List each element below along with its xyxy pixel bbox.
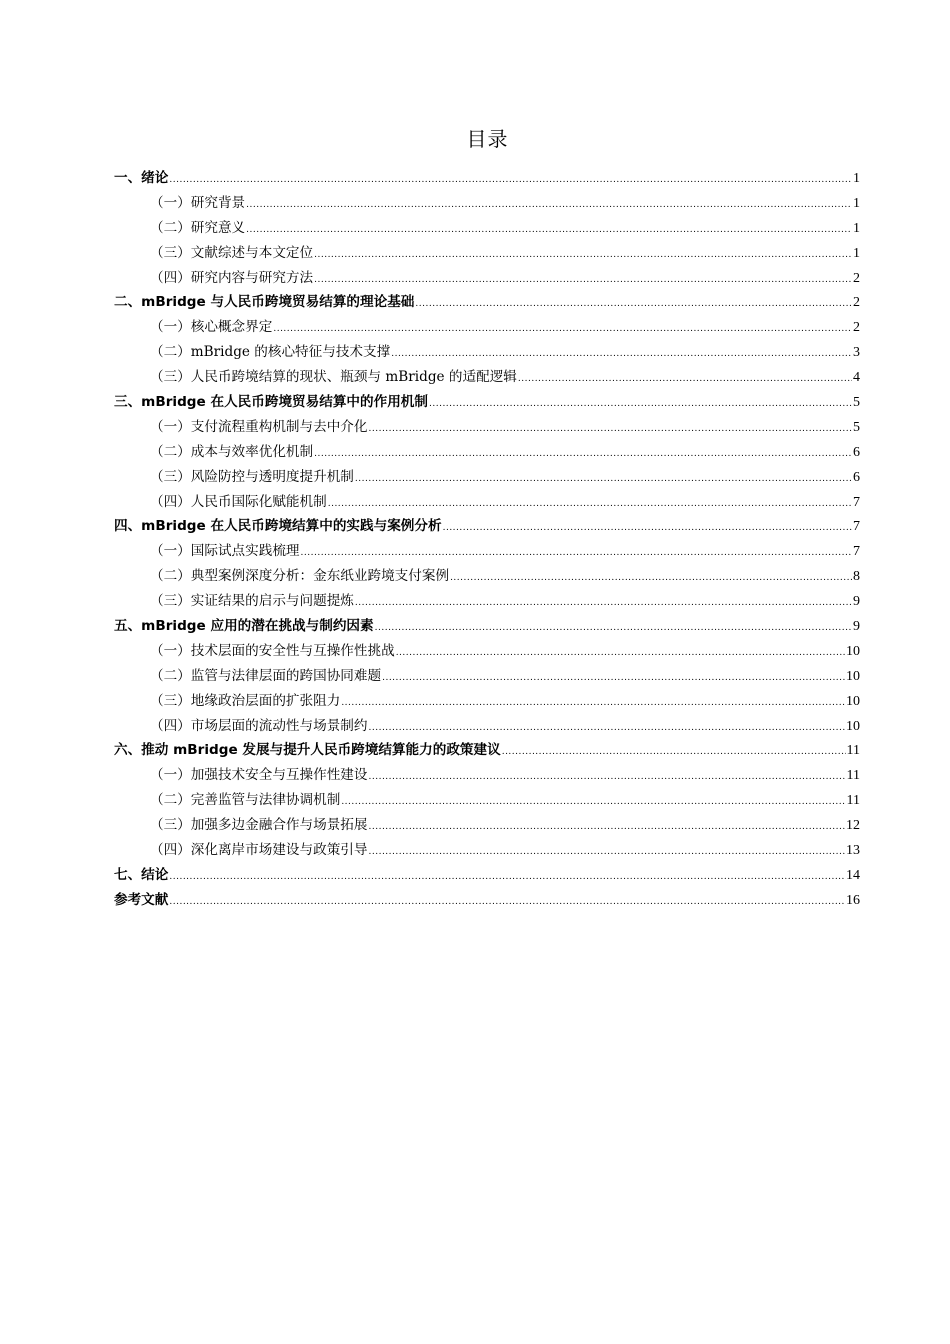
toc-entry-section[interactable] <box>114 788 860 813</box>
toc-entry-title: （二）成本与效率优化机制 <box>150 443 314 460</box>
toc-entry-section[interactable] <box>114 539 860 564</box>
toc-page-number: 3 <box>853 345 860 361</box>
toc-entry-section[interactable] <box>114 714 860 739</box>
toc-entry-chapter[interactable] <box>114 390 860 415</box>
toc-dot-leader <box>375 616 852 641</box>
toc-page-number: 7 <box>853 519 860 535</box>
toc-dot-leader <box>369 716 846 741</box>
toc-page-number: 13 <box>846 843 860 859</box>
toc-entry-title: （三）风险防控与透明度提升机制 <box>150 468 354 485</box>
toc-dot-leader <box>301 541 852 566</box>
toc-page-number: 6 <box>853 469 860 485</box>
toc-dot-leader <box>443 516 852 541</box>
toc-page-number: 2 <box>853 295 860 311</box>
toc-entry-section[interactable] <box>114 838 860 863</box>
toc-entry-title: （一）支付流程重构机制与去中介化 <box>150 418 368 435</box>
toc-dot-leader <box>169 168 852 193</box>
toc-dot-leader <box>328 492 852 517</box>
toc-dot-leader <box>355 591 852 616</box>
toc-entry-title: （四）研究内容与研究方法 <box>150 269 314 286</box>
toc-entry-title: （二）典型案例深度分析：金东纸业跨境支付案例 <box>150 568 450 585</box>
toc-page-number: 5 <box>853 395 860 411</box>
toc-page-number: 11 <box>846 768 860 784</box>
toc-entry-title: （三）文献综述与本文定位 <box>150 244 314 261</box>
toc-entry-section[interactable] <box>114 589 860 614</box>
toc-page-number: 14 <box>846 867 860 883</box>
toc-entry-chapter[interactable] <box>114 614 860 639</box>
toc-dot-leader <box>369 765 846 790</box>
toc-page-number: 12 <box>846 818 860 834</box>
toc-page-number: 7 <box>853 544 860 560</box>
toc-page-number: 8 <box>853 569 860 585</box>
toc-entry-title: （二）监管与法律层面的跨国协同难题 <box>150 667 382 684</box>
toc-entry-title: （一）核心概念界定 <box>150 319 273 336</box>
toc-page-number: 16 <box>846 892 860 908</box>
toc-page-number: 11 <box>846 793 860 809</box>
toc-dot-leader <box>429 392 852 417</box>
toc-list <box>114 166 860 913</box>
toc-dot-leader <box>246 218 852 243</box>
toc-entry-chapter[interactable] <box>114 166 860 191</box>
toc-entry-section[interactable] <box>114 664 860 689</box>
toc-entry-title: （四）人民币国际化赋能机制 <box>150 493 327 510</box>
toc-entry-chapter[interactable] <box>114 863 860 888</box>
toc-entry-section[interactable] <box>114 465 860 490</box>
toc-entry-title: 参考文献 <box>114 891 169 908</box>
toc-entry-title: （四）市场层面的流动性与场景制约 <box>150 717 368 734</box>
toc-entry-title: 四、mBridge 在人民币跨境结算中的实践与案例分析 <box>114 518 442 535</box>
toc-entry-title: （三）地缘政治层面的扩张阻力 <box>150 692 341 709</box>
toc-entry-title: （一）研究背景 <box>150 194 246 211</box>
toc-title: 目录 <box>466 127 509 151</box>
toc-entry-title: （二）研究意义 <box>150 219 246 236</box>
toc-dot-leader <box>273 317 852 342</box>
toc-entry-title: （三）人民币跨境结算的现状、瓶颈与 mBridge 的适配逻辑 <box>150 369 517 386</box>
toc-dot-leader <box>314 243 852 268</box>
toc-page-number: 5 <box>853 419 860 435</box>
toc-dot-leader <box>518 367 852 392</box>
toc-dot-leader <box>450 566 852 591</box>
toc-entry-section[interactable] <box>114 564 860 589</box>
toc-page-number: 2 <box>853 320 860 336</box>
toc-entry-chapter[interactable] <box>114 738 860 763</box>
toc-page-number: 10 <box>846 668 860 684</box>
toc-entry-section[interactable] <box>114 490 860 515</box>
toc-page-number: 9 <box>853 594 860 610</box>
toc-dot-leader <box>396 641 845 666</box>
toc-dot-leader <box>169 865 845 890</box>
toc-entry-section[interactable] <box>114 639 860 664</box>
toc-entry-section[interactable] <box>114 365 860 390</box>
toc-entry-title: （三）加强多边金融合作与场景拓展 <box>150 817 368 834</box>
toc-entry-title: （一）加强技术安全与互操作性建设 <box>150 767 368 784</box>
toc-entry-title: 一、绪论 <box>114 170 169 186</box>
toc-dot-leader <box>355 467 852 492</box>
toc-page-number: 6 <box>853 444 860 460</box>
toc-entry-section[interactable] <box>114 216 860 241</box>
toc-page-number: 10 <box>846 693 860 709</box>
toc-page-number: 1 <box>853 171 860 186</box>
toc-dot-leader <box>369 417 853 442</box>
toc-page-number: 1 <box>853 245 860 261</box>
toc-entry-title: 五、mBridge 应用的潜在挑战与制约因素 <box>114 618 374 635</box>
toc-entry-section[interactable] <box>114 440 860 465</box>
toc-entry-title: 七、结论 <box>114 866 169 883</box>
toc-entry-title: （二）mBridge 的核心特征与技术支撑 <box>150 344 391 361</box>
toc-page-number: 10 <box>846 718 860 734</box>
toc-page-number: 1 <box>853 195 860 211</box>
toc-dot-leader <box>382 666 845 691</box>
toc-dot-leader <box>169 890 845 915</box>
toc-entry-section[interactable] <box>114 340 860 365</box>
toc-page-number: 9 <box>853 619 860 635</box>
toc-page-number: 4 <box>853 370 860 386</box>
toc-entry-section[interactable] <box>114 315 860 340</box>
toc-entry-title: 三、mBridge 在人民币跨境贸易结算中的作用机制 <box>114 394 428 411</box>
toc-dot-leader <box>341 790 845 815</box>
toc-entry-title: （四）深化离岸市场建设与政策引导 <box>150 842 368 859</box>
toc-entry-title: （一）技术层面的安全性与互操作性挑战 <box>150 642 395 659</box>
toc-page-number: 2 <box>853 270 860 286</box>
toc-entry-section[interactable] <box>114 689 860 714</box>
toc-entry-title: 六、推动 mBridge 发展与提升人民币跨境结算能力的政策建议 <box>114 742 501 759</box>
toc-entry-title: （二）完善监管与法律协调机制 <box>150 792 341 809</box>
toc-dot-leader <box>415 292 852 317</box>
toc-dot-leader <box>369 840 846 865</box>
toc-dot-leader <box>341 691 845 716</box>
toc-entry-section[interactable] <box>114 813 860 838</box>
toc-entry-title: （三）实证结果的启示与问题提炼 <box>150 593 354 610</box>
toc-entry-section[interactable] <box>114 415 860 440</box>
toc-entry-title: （一）国际试点实践梳理 <box>150 543 300 560</box>
toc-page-number: 10 <box>846 643 860 659</box>
toc-dot-leader <box>369 815 846 840</box>
toc-entry-section[interactable] <box>114 191 860 216</box>
toc-entry-title: 二、mBridge 与人民币跨境贸易结算的理论基础 <box>114 294 415 311</box>
toc-dot-leader <box>314 268 852 293</box>
toc-dot-leader <box>314 442 852 467</box>
toc-entry-chapter[interactable] <box>114 290 860 315</box>
toc-dot-leader <box>502 740 846 765</box>
toc-page-number: 7 <box>853 494 860 510</box>
toc-entry-chapter[interactable] <box>114 514 860 539</box>
toc-entry-section[interactable] <box>114 241 860 266</box>
toc-entry-section[interactable] <box>114 763 860 788</box>
toc-dot-leader <box>246 193 852 218</box>
toc-entry-section[interactable] <box>114 266 860 291</box>
toc-page-number: 1 <box>853 220 860 236</box>
toc-entry-chapter[interactable] <box>114 888 860 913</box>
toc-page-number: 11 <box>846 743 860 759</box>
toc-dot-leader <box>391 342 852 367</box>
